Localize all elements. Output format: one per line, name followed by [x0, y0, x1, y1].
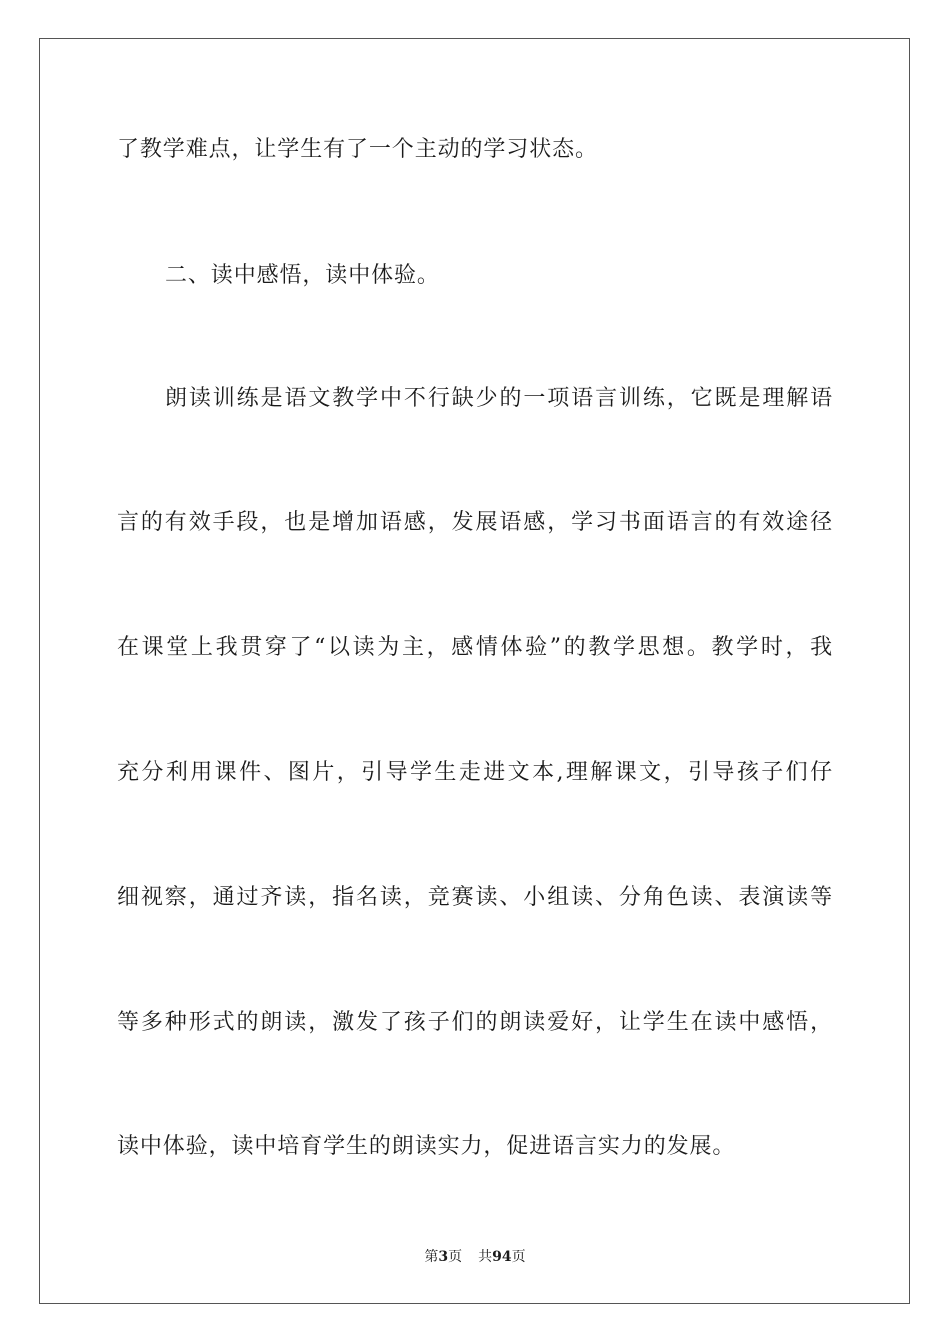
text-line-1: 了教学难点，让学生有了一个主动的学习状态。 [117, 137, 598, 162]
page-number: 3 [438, 1249, 449, 1265]
text-line-9: 读中体验，读中培育学生的朗读实力，促进语言实力的发展。 [117, 1134, 736, 1159]
section-heading: 二、读中感悟，读中体验。 [165, 263, 440, 288]
page-prefix: 第 [424, 1249, 439, 1265]
text-line-3: 朗读训练是语文教学中不行缺少的一项语言训练，它既是理解语 [165, 386, 833, 411]
text-line-6: 充分利用课件、图片，引导学生走进文本,理解课文，引导孩子们仔 [117, 760, 833, 785]
page-border [39, 38, 910, 1304]
total-prefix: 共 [478, 1249, 493, 1265]
page-footer [0, 1248, 950, 1266]
text-line-4: 言的有效手段，也是增加语感，发展语感，学习书面语言的有效途径 [117, 510, 833, 535]
total-suffix: 页 [511, 1249, 526, 1265]
total-pages: 94 [492, 1249, 512, 1265]
text-line-5: 在课堂上我贯穿了“以读为主，感情体验”的教学思想。教学时，我 [117, 635, 833, 660]
page-suffix: 页 [448, 1249, 463, 1265]
text-line-7: 细视察，通过齐读，指名读，竞赛读、小组读、分角色读、表演读等 [117, 885, 833, 910]
text-line-8: 等多种形式的朗读，激发了孩子们的朗读爱好，让学生在读中感悟， [117, 1010, 833, 1035]
